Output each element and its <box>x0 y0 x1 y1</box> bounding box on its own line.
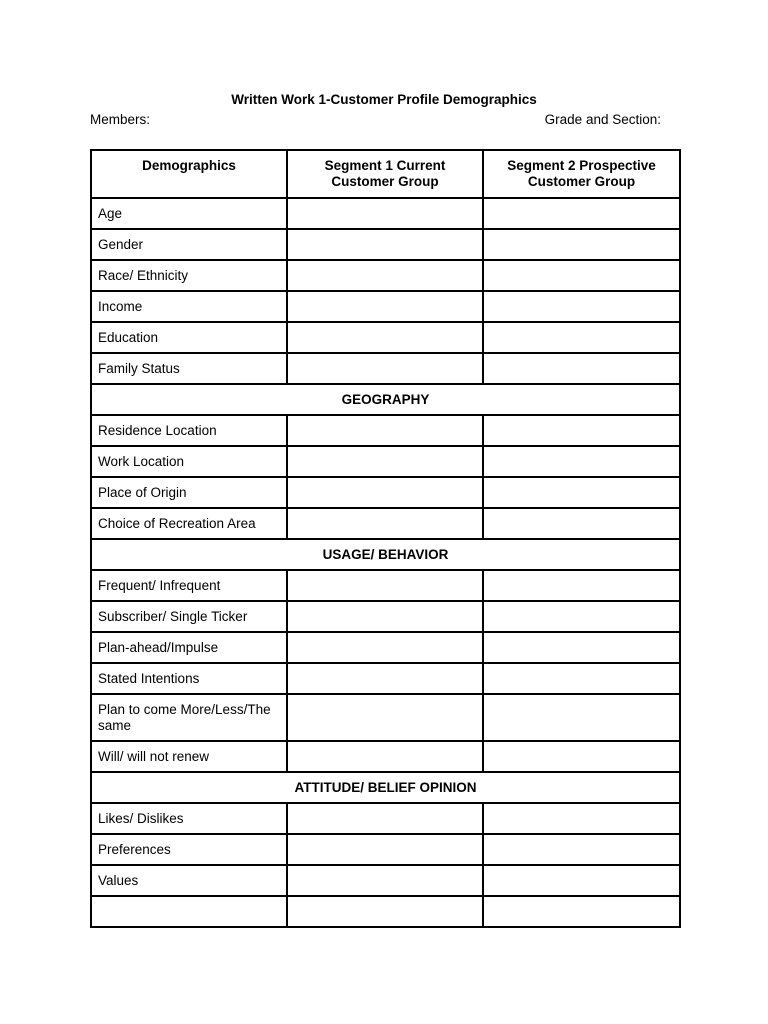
segment-2-cell[interactable] <box>483 741 680 772</box>
table-row <box>91 694 680 741</box>
segment-2-cell[interactable] <box>483 291 680 322</box>
section-title: USAGE/ BEHAVIOR <box>91 539 680 570</box>
table-row <box>91 803 680 834</box>
segment-2-cell[interactable] <box>483 865 680 896</box>
section-title: ATTITUDE/ BELIEF OPINION <box>91 772 680 803</box>
segment-1-cell[interactable] <box>287 865 483 896</box>
table-row <box>91 477 680 508</box>
table-row <box>91 663 680 694</box>
members-label: Members: <box>90 112 151 127</box>
segment-2-cell[interactable] <box>483 260 680 291</box>
row-label: Age <box>91 198 287 229</box>
table-row <box>91 834 680 865</box>
row-label: Work Location <box>91 446 287 477</box>
section-header-row <box>91 539 680 570</box>
row-label: Place of Origin <box>91 477 287 508</box>
segment-1-cell[interactable] <box>287 601 483 632</box>
segment-1-cell[interactable] <box>287 803 483 834</box>
table-row <box>91 260 680 291</box>
segment-2-cell[interactable] <box>483 803 680 834</box>
segment-2-cell[interactable] <box>483 415 680 446</box>
table-row <box>91 229 680 260</box>
segment-2-cell[interactable] <box>483 632 680 663</box>
table-row <box>91 896 680 927</box>
row-label <box>91 896 287 927</box>
table-row <box>91 322 680 353</box>
row-label: Income <box>91 291 287 322</box>
table-header-row <box>91 150 680 198</box>
grade-section-label: Grade and Section: <box>544 112 661 127</box>
document-title: Written Work 1-Customer Profile Demographics <box>231 92 537 107</box>
table-body <box>91 198 680 927</box>
segment-2-cell[interactable] <box>483 229 680 260</box>
row-label: Frequent/ Infrequent <box>91 570 287 601</box>
table-row <box>91 741 680 772</box>
row-label: Subscriber/ Single Ticker <box>91 601 287 632</box>
table-row <box>91 570 680 601</box>
table-row <box>91 446 680 477</box>
segment-1-cell[interactable] <box>287 229 483 260</box>
header-segment-2: Segment 2 Prospective Customer Group <box>483 150 680 198</box>
segment-1-cell[interactable] <box>287 446 483 477</box>
segment-2-cell[interactable] <box>483 353 680 384</box>
segment-2-cell[interactable] <box>483 446 680 477</box>
section-title: GEOGRAPHY <box>91 384 680 415</box>
row-label: Residence Location <box>91 415 287 446</box>
segment-1-cell[interactable] <box>287 291 483 322</box>
table-row <box>91 353 680 384</box>
segment-2-cell[interactable] <box>483 322 680 353</box>
segment-2-cell[interactable] <box>483 834 680 865</box>
row-label: Likes/ Dislikes <box>91 803 287 834</box>
segment-1-cell[interactable] <box>287 415 483 446</box>
segment-1-cell[interactable] <box>287 632 483 663</box>
segment-1-cell[interactable] <box>287 198 483 229</box>
segment-2-cell[interactable] <box>483 896 680 927</box>
segment-1-cell[interactable] <box>287 508 483 539</box>
segment-1-cell[interactable] <box>287 741 483 772</box>
row-label: Gender <box>91 229 287 260</box>
segment-2-cell[interactable] <box>483 570 680 601</box>
row-label: Plan to come More/Less/The same <box>91 694 287 741</box>
section-header-row <box>91 384 680 415</box>
row-label: Education <box>91 322 287 353</box>
segment-1-cell[interactable] <box>287 570 483 601</box>
segment-1-cell[interactable] <box>287 663 483 694</box>
segment-2-cell[interactable] <box>483 601 680 632</box>
section-header-row <box>91 772 680 803</box>
table-row <box>91 865 680 896</box>
profile-table <box>90 149 681 928</box>
row-label: Choice of Recreation Area <box>91 508 287 539</box>
segment-1-cell[interactable] <box>287 477 483 508</box>
segment-1-cell[interactable] <box>287 896 483 927</box>
row-label: Family Status <box>91 353 287 384</box>
segment-2-cell[interactable] <box>483 508 680 539</box>
segment-2-cell[interactable] <box>483 663 680 694</box>
segment-1-cell[interactable] <box>287 834 483 865</box>
segment-1-cell[interactable] <box>287 260 483 291</box>
table-row <box>91 291 680 322</box>
segment-1-cell[interactable] <box>287 353 483 384</box>
segment-2-cell[interactable] <box>483 694 680 741</box>
table-row <box>91 198 680 229</box>
table-row <box>91 508 680 539</box>
row-label: Will/ will not renew <box>91 741 287 772</box>
table-row <box>91 601 680 632</box>
row-label: Stated Intentions <box>91 663 287 694</box>
row-label: Values <box>91 865 287 896</box>
row-label: Plan-ahead/Impulse <box>91 632 287 663</box>
segment-1-cell[interactable] <box>287 322 483 353</box>
table-row <box>91 632 680 663</box>
header-demographics: Demographics <box>91 150 287 198</box>
row-label: Race/ Ethnicity <box>91 260 287 291</box>
segment-2-cell[interactable] <box>483 198 680 229</box>
table-row <box>91 415 680 446</box>
segment-1-cell[interactable] <box>287 694 483 741</box>
segment-2-cell[interactable] <box>483 477 680 508</box>
row-label: Preferences <box>91 834 287 865</box>
header-segment-1: Segment 1 Current Customer Group <box>287 150 483 198</box>
